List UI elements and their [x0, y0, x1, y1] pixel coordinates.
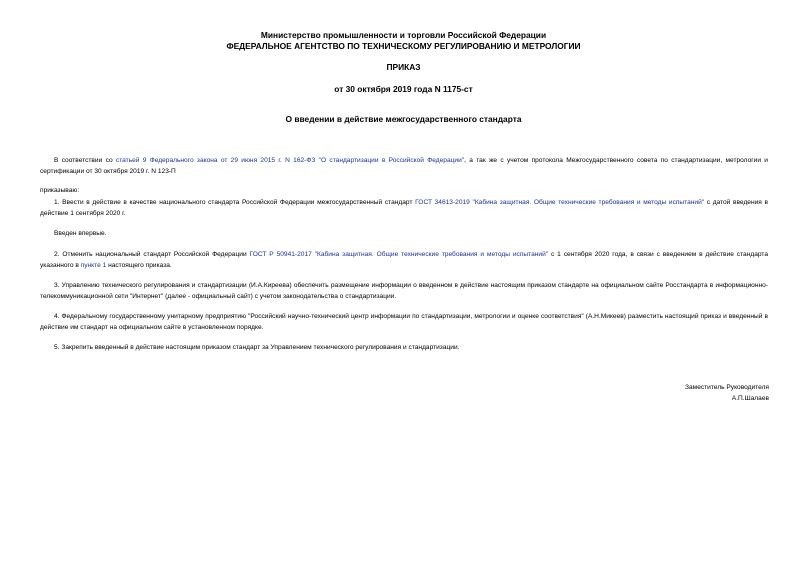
signature-position: Заместитель Руководителя — [685, 384, 769, 391]
paragraph-text: с датой введения в действие 1 сентября 2020 г. — [40, 199, 768, 217]
paragraph-item-1 — [40, 197, 768, 219]
subject-title: О введении в действие межгосударственного стандарта — [285, 114, 522, 124]
date-number: от 30 октября 2019 года N 1175-ст — [334, 84, 473, 94]
paragraph-item-3: 3. Управлению технического регулирования и стандартизации (И.А.Киреева) обеспечить размещение информации о введенном в действие настоящим приказом стандарте на официальном сайте Росстандарта в информационно-телекоммуникационной сети "Интернет" (далее - официальный сайт) с учетом законодательства о стандартизации. — [40, 282, 768, 300]
signature-name: А.П.Шалаев — [731, 395, 769, 402]
paragraph-item-5: 5. Закрепить введенный в действие настоящим приказом стандарт за Управлением технического регулирования и стандартизации. — [54, 344, 460, 351]
law-link[interactable]: статьей 9 Федерального закона от 29 июня 2015 г. N 162-ФЗ "О стандартизации в Российской Федерации" — [115, 157, 465, 164]
gost-34613-link[interactable]: ГОСТ 34613-2019 "Кабина защитная. Общие технические требования и методы испытаний" — [415, 199, 705, 206]
paragraph-text: , а так же с учетом протокола Межгосударственного совета по стандартизации, метрологии и сертификации от 30 октября 2019 г. N 123-П — [40, 157, 768, 175]
paragraph-text: 1. Ввести в действие в качестве национального стандарта Российской Федерации межгосударственный стандарт — [54, 199, 416, 206]
paragraph-basis — [40, 155, 768, 177]
paragraph-order: приказываю: — [40, 187, 80, 194]
paragraph-text: настоящего приказа. — [106, 262, 172, 269]
item-1-link[interactable]: пункте 1 — [80, 262, 107, 269]
doc-type-title: ПРИКАЗ — [386, 62, 421, 72]
paragraph-new: Введен впервые. — [54, 230, 107, 237]
gost-r-50941-link[interactable]: ГОСТ Р 50941-2017 "Кабина защитная. Общие технические требования и методы испытаний" — [249, 251, 549, 258]
paragraph-item-4: 4. Федеральному государственному унитарному предприятию "Российский научно-технический центр информации по стандартизации, метрологии и оценке соответствия" (А.Н.Микеев) разместить настоящий приказ и введенный в действие им стандарт на официальном сайте в установленном порядке. — [40, 313, 768, 331]
paragraph-text: с 1 сентября 2020 года, в связи с введением в действие стандарта указанного в — [40, 251, 769, 269]
ministry-title: Министерство промышленности и торговли Российской Федерации — [260, 30, 547, 40]
paragraph-text: В соответствии со — [54, 157, 116, 164]
agency-title: ФЕДЕРАЛЬНОЕ АГЕНТСТВО ПО ТЕХНИЧЕСКОМУ РЕГУЛИРОВАНИЮ И МЕТРОЛОГИИ — [226, 41, 581, 51]
paragraph-text: 2. Отменить национальный стандарт Российской Федерации — [54, 251, 250, 258]
paragraph-item-2 — [40, 249, 768, 271]
